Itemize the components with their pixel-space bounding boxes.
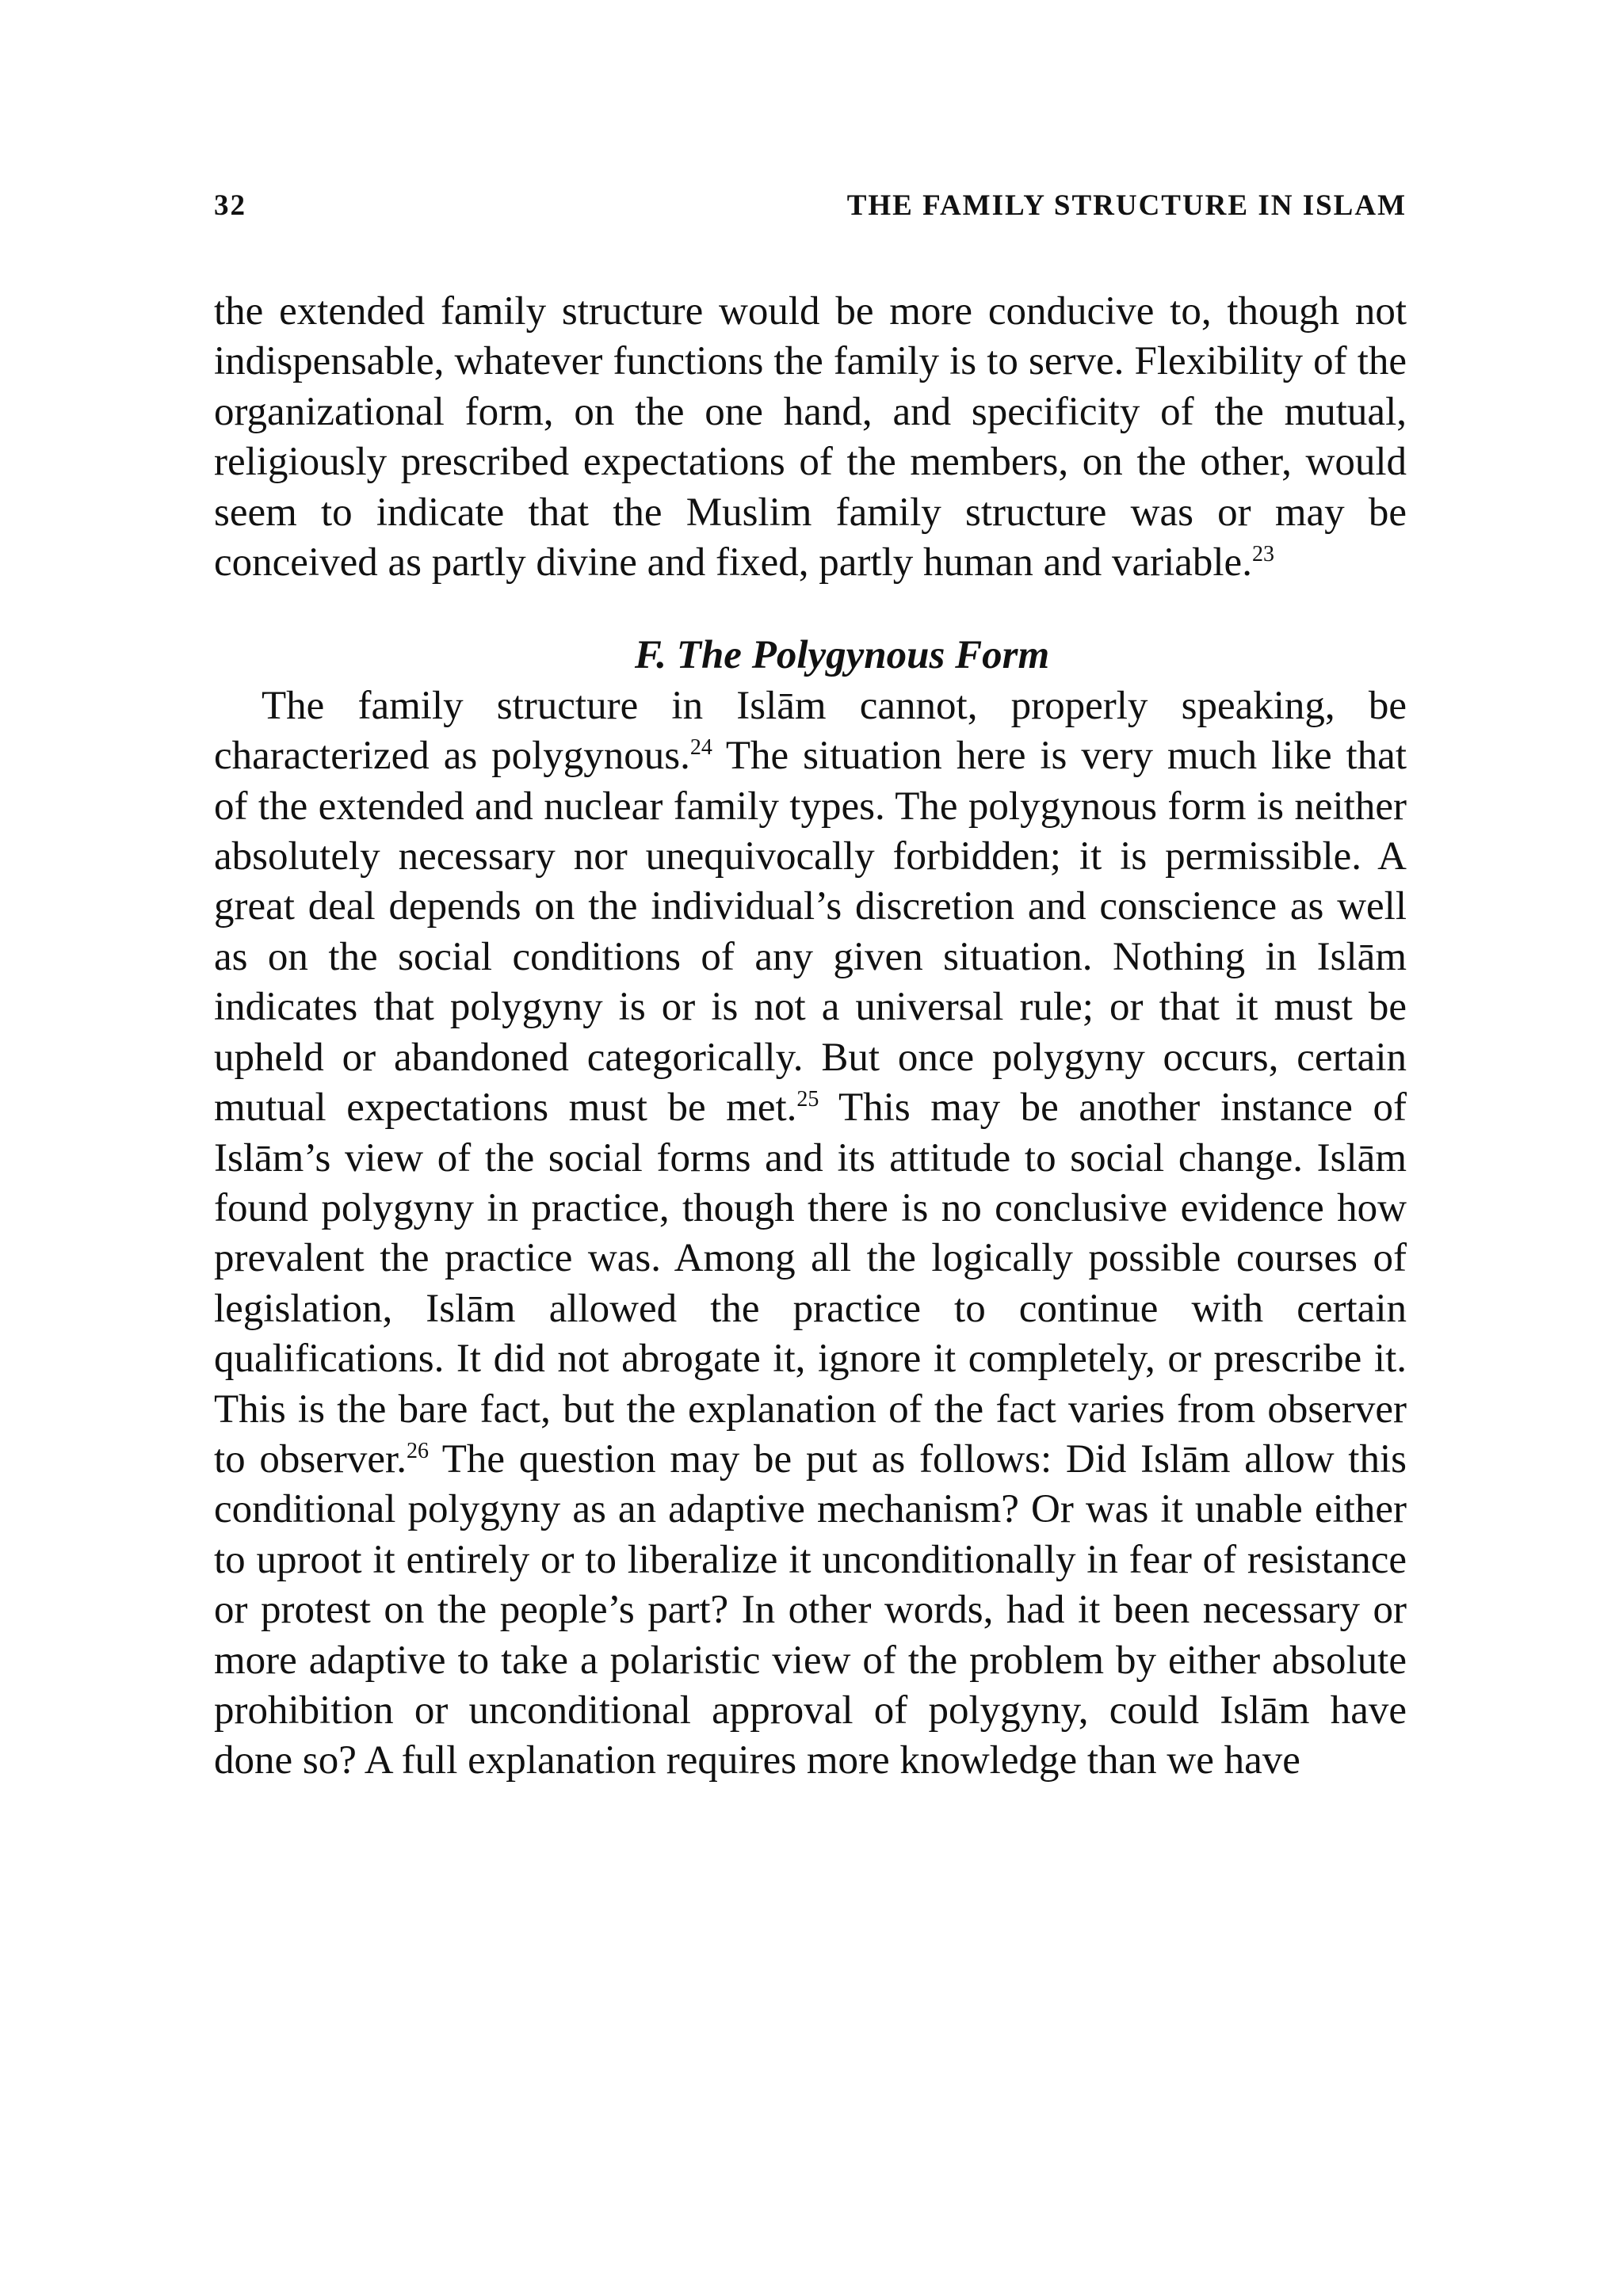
paragraph-2-text-c: This may be another instance of Islām’s view of the social forms and its attitude to social change. Islām found polygyny in practice, though there is no conclusive evidence how prevalent the practice was. Among all the logically possible courses of legislation, Islām allowed the practice to continue with certain qualifications. It did not abrogate it, ignore it completely, or prescribe it. This is the bare fact, but the explanation of the fact varies from observer to observer. (214, 1085, 1407, 1482)
paragraph-1-text: the extended family structure would be more conducive to, though not indispensable, whatever functions the family is to serve. Flexibility of the organizational form, on the one hand, and specificity of the mutual, religiously prescribed expectations of the members, on the other, would seem to indicate that the Muslim family structure was or may be conceived as partly divine and fixed, partly human and variable. (214, 289, 1407, 585)
paragraph-2 (214, 681, 1407, 1787)
body-text (214, 287, 1407, 1787)
paragraph-2-text-d: The question may be put as follows: Did Islām allow this conditional polygyny as an adaptive mechanism? Or was it unable either to uproot it entirely or to liberalize it unconditionally in fear of resistance or protest on the people’s part? In other words, had it been necessary or more adaptive to take a polaristic view of the problem by either absolute prohibition or unconditional approval of polygyny, could Islām have done so? A full explanation requires more knowledge than we have (214, 1436, 1407, 1783)
running-head (214, 189, 1407, 236)
footnote-ref-26: 26 (406, 1438, 429, 1463)
paragraph-2-text-a: The family structure in Islām cannot, properly speaking, be characterized as polygynous. (214, 683, 1407, 779)
paragraph-2-text-b: The situation here is very much like that of the extended and nuclear family types. The polygynous form is neither absolutely necessary nor unequivocally forbidden; it is permissible. A great deal depends on the individual’s discretion and conscience as well as on the social conditions of any given situation. Nothing in Islām indicates that polygyny is or is not a universal rule; or that it must be upheld or abandoned categorically. But once polygyny occurs, certain mutual expectations must be met. (214, 734, 1407, 1131)
footnote-ref-23: 23 (1251, 542, 1274, 567)
footnote-ref-25: 25 (796, 1087, 819, 1112)
footnote-ref-24: 24 (689, 735, 712, 761)
running-title: THE FAMILY STRUCTURE IN ISLAM (846, 189, 1407, 222)
page-number: 32 (214, 189, 246, 222)
section-heading: F. The Polygynous Form (634, 633, 1050, 678)
paragraph-1 (214, 287, 1407, 588)
